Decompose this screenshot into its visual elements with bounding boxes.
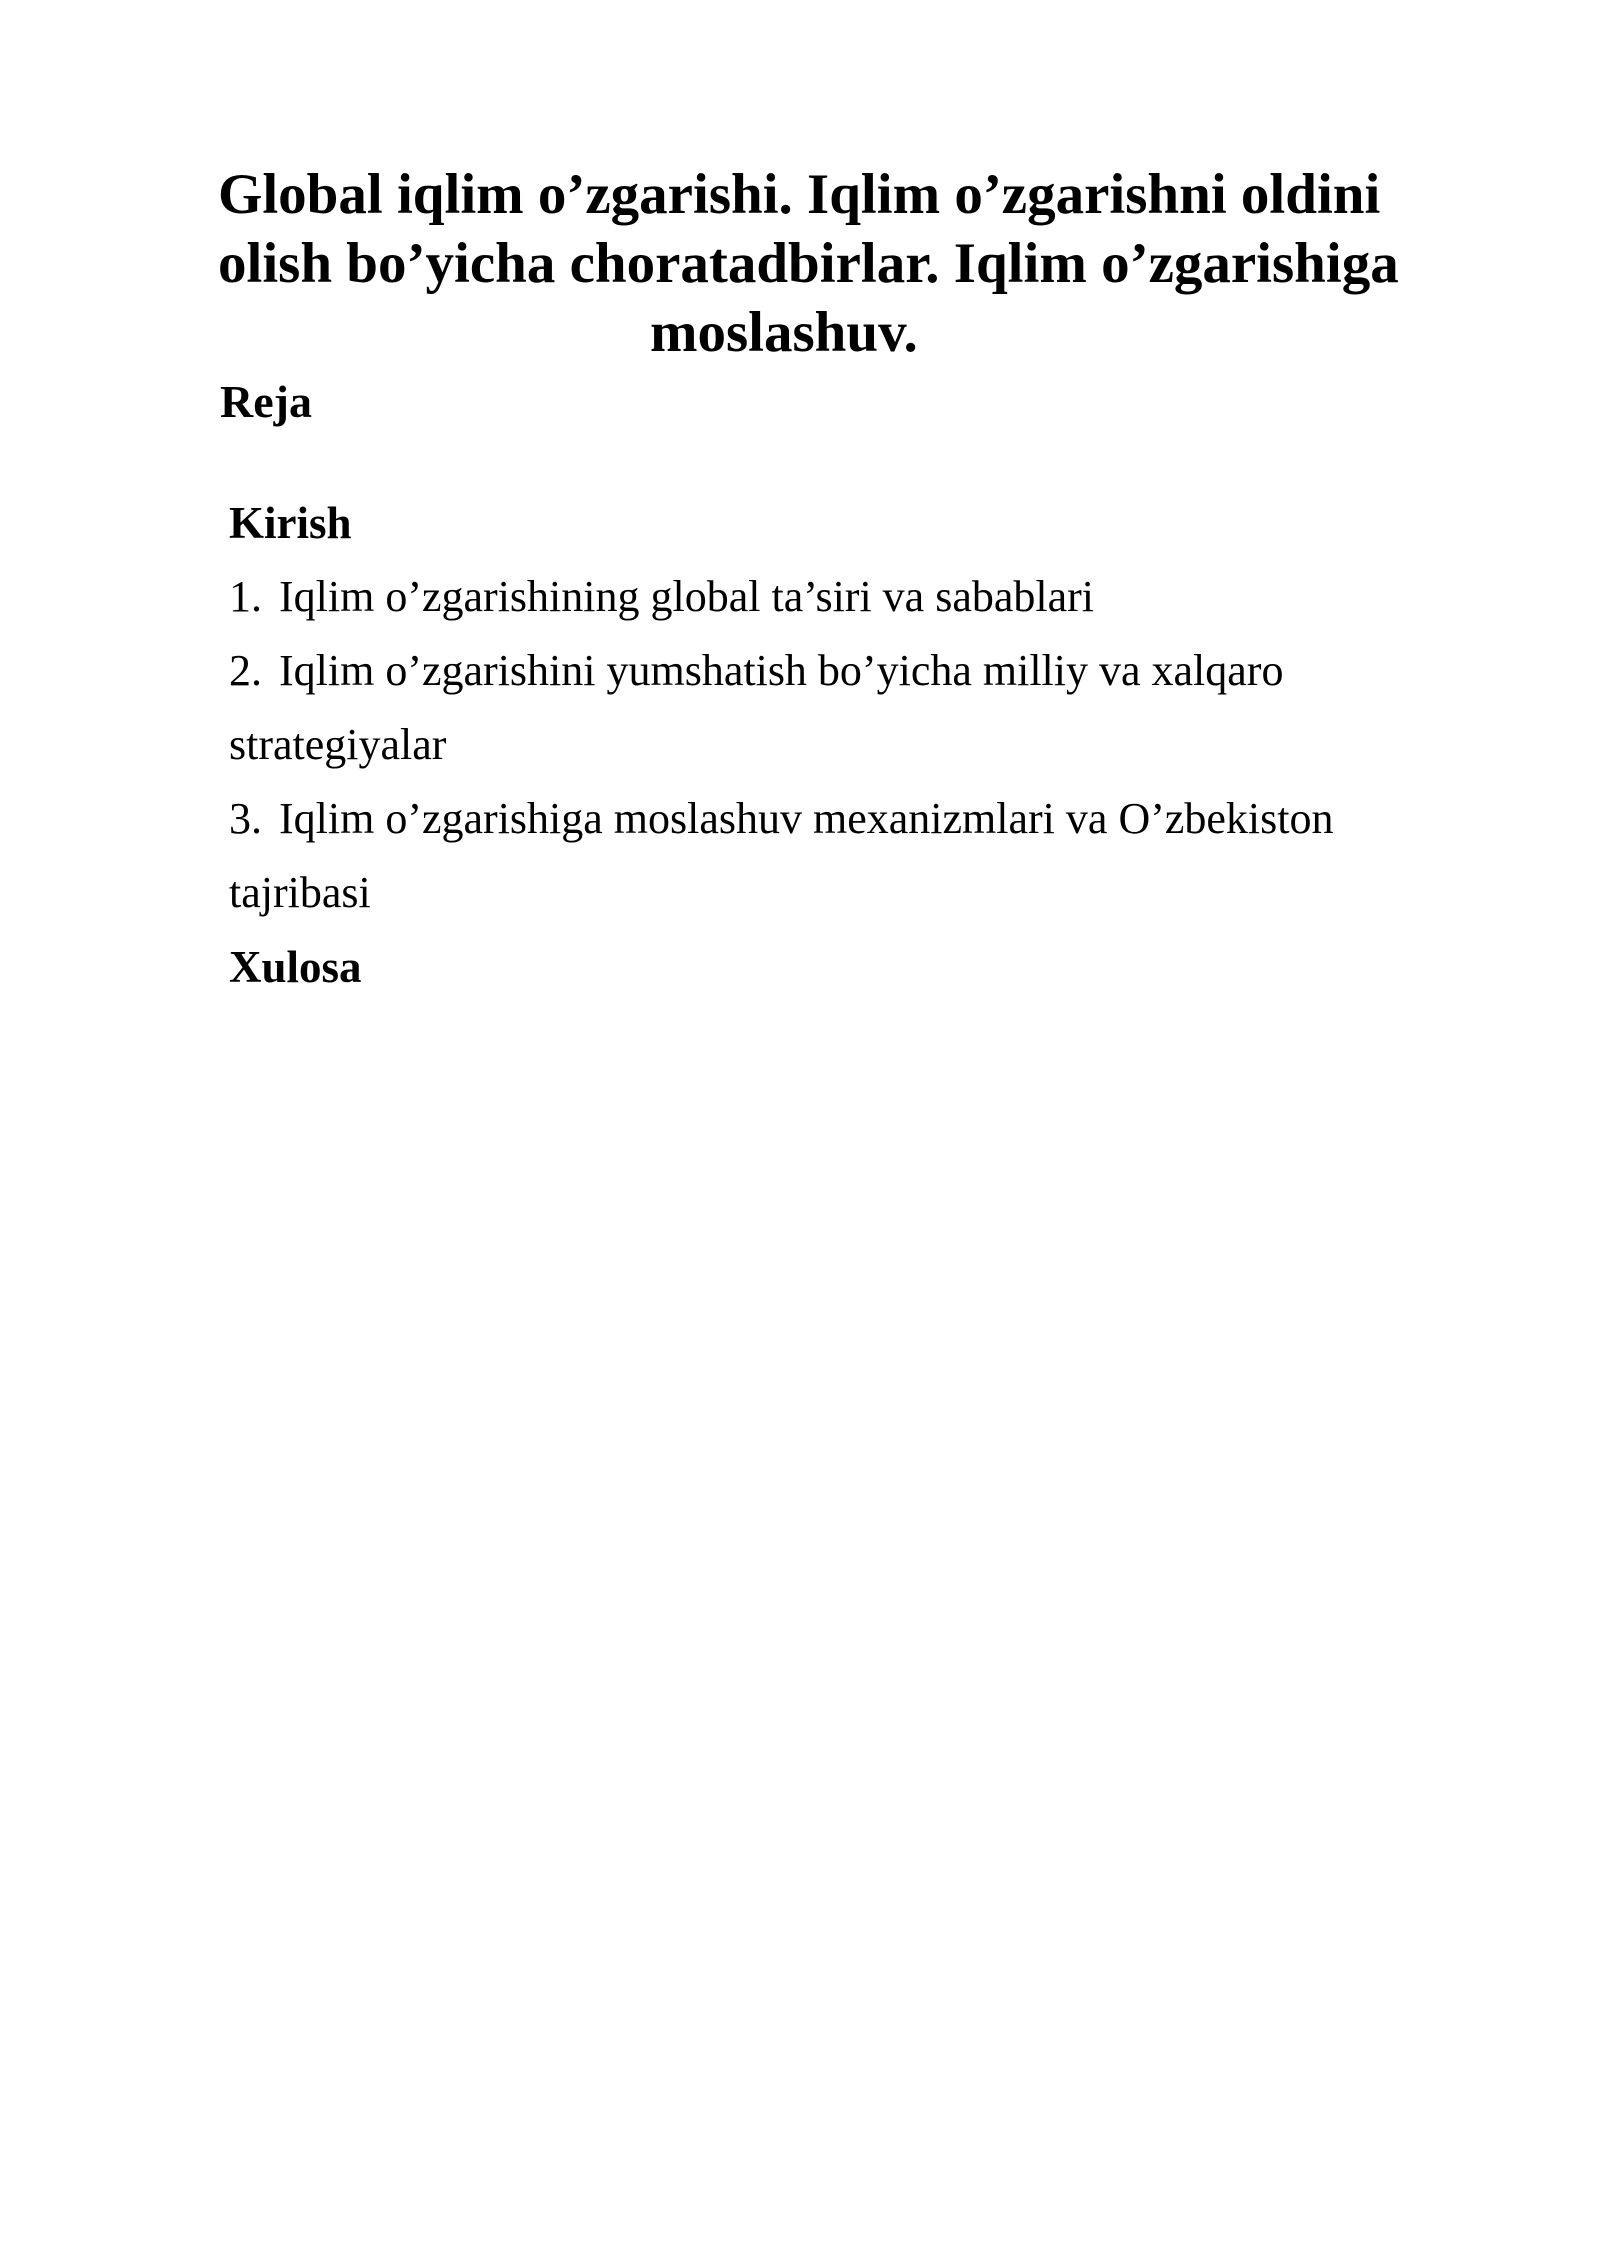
title-line-2: olish bo’yicha choratadbirlar. Iqlim o’zgarishiga	[218, 232, 1399, 295]
document-title	[218, 160, 1468, 367]
plan-intro: Kirish	[229, 498, 352, 548]
plan-item-1	[229, 560, 1429, 634]
title-line-3: moslashuv.	[650, 301, 918, 364]
plan-item-3-continuation: tajribasi	[229, 868, 371, 917]
plan-item-2-continuation: strategiyalar	[229, 720, 447, 769]
plan-item-3	[229, 782, 1429, 856]
plan-item-number: 2.	[229, 646, 262, 695]
title-line-1: Global iqlim o’zgarishi. Iqlim o’zgarishni oldini	[218, 163, 1381, 226]
plan-item-number: 3.	[229, 794, 262, 843]
plan-heading: Reja	[220, 376, 312, 427]
plan-conclusion: Xulosa	[229, 942, 362, 992]
plan-item-text: Iqlim o’zgarishini yumshatish bo’yicha milliy va xalqaro	[279, 646, 1284, 695]
plan-list	[229, 486, 1429, 1004]
plan-item-text: Iqlim o’zgarishining global ta’siri va sabablari	[279, 572, 1095, 621]
plan-item-text: Iqlim o’zgarishiga moslashuv mexanizmlari va O’zbekiston	[279, 794, 1334, 843]
plan-item-2	[229, 634, 1429, 708]
plan-item-number: 1.	[229, 572, 262, 621]
